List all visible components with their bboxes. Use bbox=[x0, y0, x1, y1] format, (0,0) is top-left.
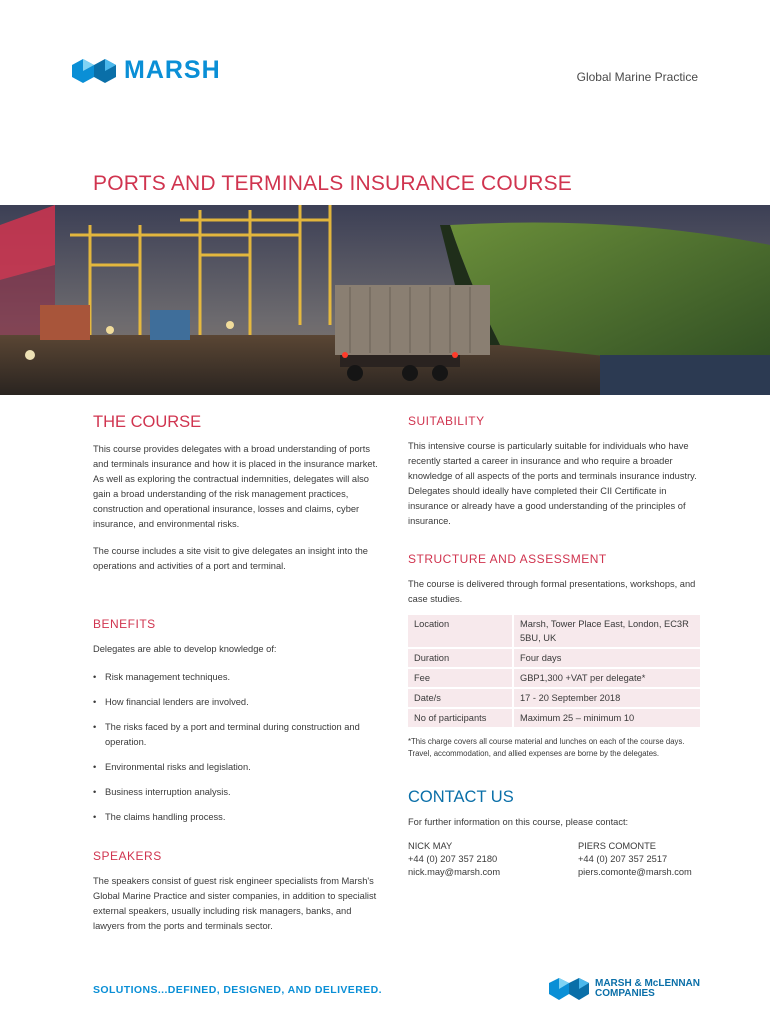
course-paragraph-2: The course includes a site visit to give delegates an insight into the operations and activities of a port and terminal. bbox=[93, 546, 368, 571]
page-title: PORTS AND TERMINALS INSURANCE COURSE bbox=[93, 172, 573, 195]
contact-name: NICK MAY bbox=[408, 841, 453, 851]
table-key: Location bbox=[408, 615, 513, 648]
list-item: • The claims handling process. bbox=[93, 810, 383, 825]
contact-section bbox=[408, 787, 708, 879]
speakers-text: The speakers consist of guest risk engineer specialists from Marsh's Global Marine Practice and sister companies, in addition to specialist external speakers, usually including risk managers, banks, and lawyers from the ports and terminals sector. bbox=[93, 876, 377, 931]
contact-name: PIERS COMONTE bbox=[578, 841, 656, 851]
practice-name: Global Marine Practice bbox=[576, 70, 698, 84]
mmc-line-2: COMPANIES bbox=[595, 988, 655, 999]
course-heading: THE COURSE bbox=[93, 413, 202, 431]
list-item: • How financial lenders are involved. bbox=[93, 695, 383, 710]
suitability-text: This intensive course is particularly suitable for individuals who have recently started a career in insurance and who require a broader knowledge of all aspects of the ports and terminals insurance industry. Delegates should ideally have completed their CII Certificate in insurance or already have a good understanding of the principles of insurance. bbox=[408, 441, 697, 526]
benefits-heading: BENEFITS bbox=[93, 617, 156, 631]
structure-text: The course is delivered through formal presentations, workshops, and case studies. bbox=[408, 579, 696, 604]
contact-email[interactable]: piers.comonte@marsh.com bbox=[578, 867, 692, 877]
speakers-heading: SPEAKERS bbox=[93, 849, 162, 863]
table-value: 17 - 20 September 2018 bbox=[513, 688, 700, 708]
table-key: No of participants bbox=[408, 708, 513, 728]
suitability-heading: SUITABILITY bbox=[408, 414, 485, 428]
benefits-list bbox=[93, 670, 383, 825]
benefits-section bbox=[93, 616, 383, 835]
table-row bbox=[408, 615, 700, 648]
fee-note: *This charge covers all course material and lunches on each of the course days. Travel, accommodation, and allied expenses are borne by the delegates. bbox=[408, 737, 685, 758]
left-column bbox=[93, 412, 388, 574]
contact-phone[interactable]: +44 (0) 207 357 2180 bbox=[408, 854, 498, 864]
course-details-table bbox=[408, 615, 700, 729]
contact-heading: CONTACT US bbox=[408, 788, 514, 806]
table-value: Marsh, Tower Place East, London, EC3R 5BU, UK bbox=[513, 615, 700, 648]
table-row bbox=[408, 668, 700, 688]
list-item: • Risk management techniques. bbox=[93, 670, 383, 685]
structure-heading: STRUCTURE AND ASSESSMENT bbox=[408, 552, 607, 566]
mmc-logo bbox=[549, 978, 700, 1000]
contact-phone[interactable]: +44 (0) 207 357 2517 bbox=[578, 854, 668, 864]
table-key: Date/s bbox=[408, 688, 513, 708]
list-item: • Business interruption analysis. bbox=[93, 785, 383, 800]
mmc-line-1: MARSH & McLENNAN bbox=[595, 978, 700, 989]
course-paragraph-1: This course provides delegates with a broad understanding of ports and terminals insurance and how it is placed in the insurance market. As well as exploring the contractual indemnities, delegates will also gain a broad understanding of the risk management practices, construction and operational insurance, losses and claims, cyber insurance, and environmental risks. bbox=[93, 444, 378, 529]
table-row bbox=[408, 708, 700, 728]
logo-text: MARSH bbox=[124, 56, 221, 84]
hero-image bbox=[0, 205, 770, 395]
mmc-logo-icon bbox=[549, 978, 589, 1000]
table-value: Maximum 25 – minimum 10 bbox=[513, 708, 700, 728]
marsh-logo bbox=[72, 58, 221, 83]
mmc-wordmark bbox=[595, 979, 700, 999]
table-row bbox=[408, 688, 700, 708]
benefits-intro: Delegates are able to develop knowledge of: bbox=[93, 644, 277, 654]
contact-list bbox=[408, 840, 708, 879]
list-item: • The risks faced by a port and terminal during construction and operation. bbox=[93, 720, 383, 750]
list-item: • Environmental risks and legislation. bbox=[93, 760, 383, 775]
suitability-section bbox=[408, 413, 708, 541]
table-value: Four days bbox=[513, 648, 700, 668]
table-key: Fee bbox=[408, 668, 513, 688]
contact-intro: For further information on this course, please contact: bbox=[408, 817, 629, 827]
structure-section bbox=[408, 551, 708, 760]
speakers-section bbox=[93, 848, 383, 946]
table-value: GBP1,300 +VAT per delegate* bbox=[513, 668, 700, 688]
marsh-logo-icon bbox=[72, 59, 116, 83]
tagline: SOLUTIONS...DEFINED, DESIGNED, AND DELIVERED. bbox=[93, 984, 382, 996]
table-key: Duration bbox=[408, 648, 513, 668]
contact-card bbox=[578, 840, 708, 879]
table-row bbox=[408, 648, 700, 668]
contact-card bbox=[408, 840, 538, 879]
contact-email[interactable]: nick.may@marsh.com bbox=[408, 867, 501, 877]
